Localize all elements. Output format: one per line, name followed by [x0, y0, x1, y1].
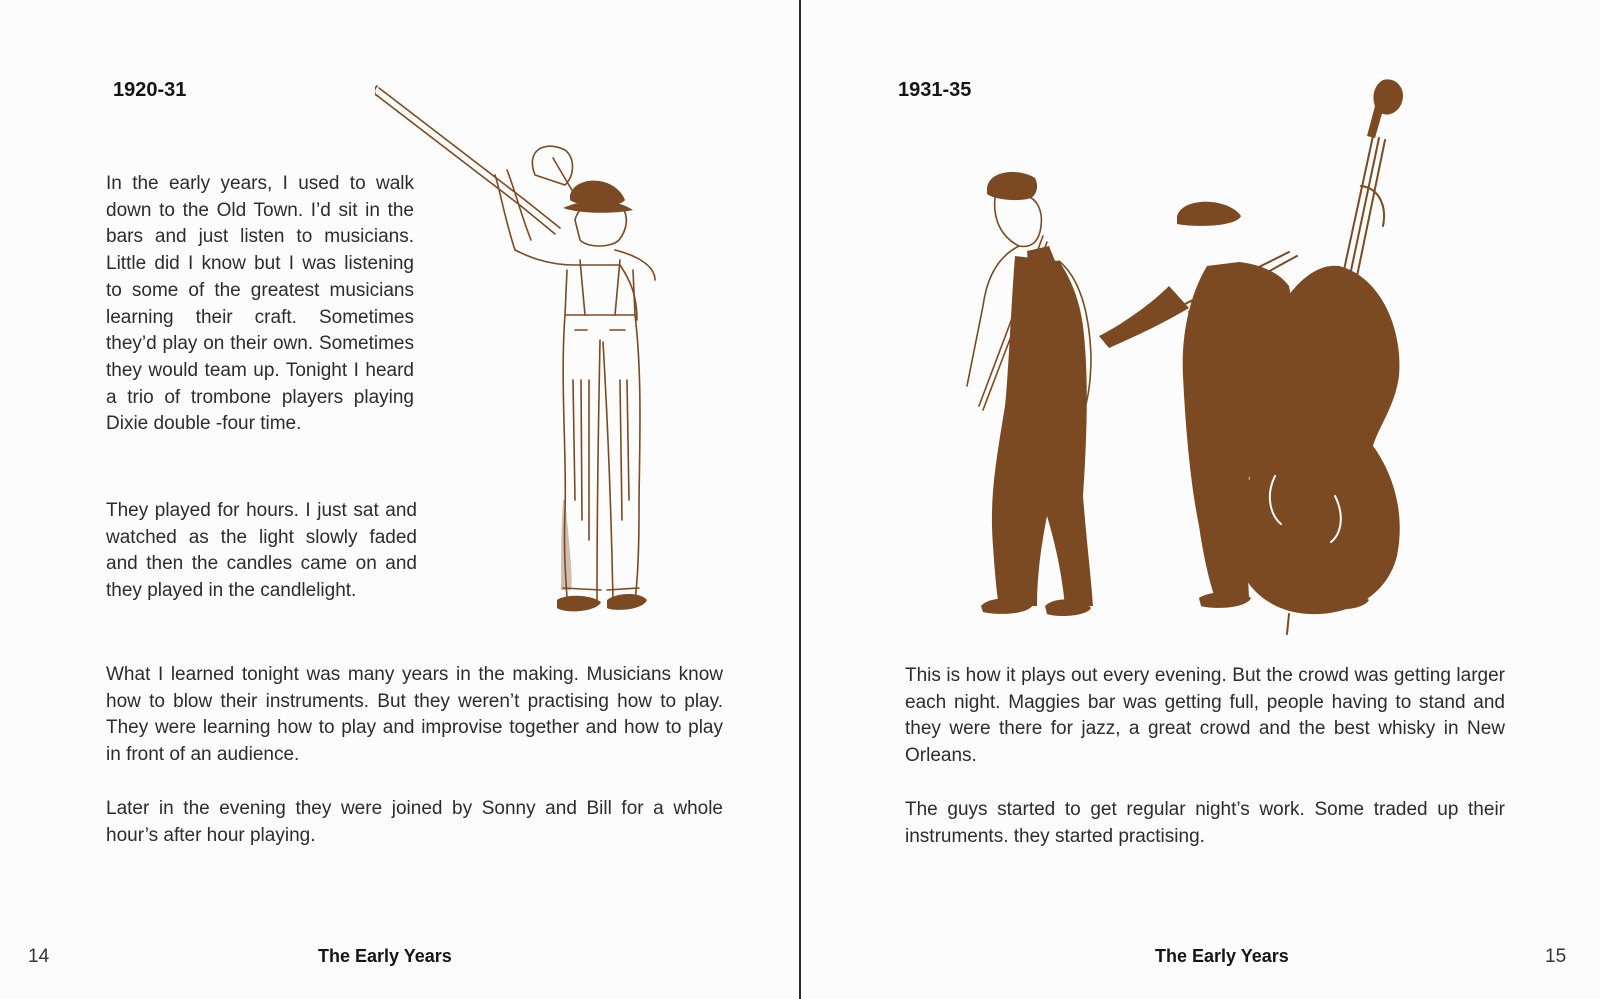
left-paragraph-2: They played for hours. I just sat and watched as the light slowly faded and then the candles came on and they played in the candlelight. [106, 500, 417, 602]
violinist-and-bassist-illustration [959, 76, 1499, 641]
left-paragraph-1: In the early years, I used to walk down to the Old Town. I’d sit in the bars and just listen to musicians. Little did I know but I was listening to some of the greatest musicians learning their craft. Sometimes they’d play on their own. Sometimes they would team up. Tonight I heard a trio of trombone players playing Dixie double -four time. [106, 173, 414, 435]
left-paragraph-3: What I learned tonight was many years in the making. Musicians know how to blow their instruments. But they weren’t practising how to play. They were learning how to play and improvise together and how to play in front of an audience. [106, 664, 723, 766]
left-running-title: The Early Years [318, 946, 452, 966]
right-page-heading: 1931-35 [898, 79, 972, 101]
left-page-number: 14 [28, 946, 50, 967]
trombone-player-illustration [375, 80, 685, 635]
right-paragraph-1: This is how it plays out every evening. But the crowd was getting larger each night. Maggies bar was getting full, people having to stand and they were there for jazz, a great crowd and the best whisky in New Orleans. [905, 665, 1505, 767]
right-paragraph-2: The guys started to get regular night’s work. Some traded up their instruments. they started practising. [905, 799, 1505, 847]
left-page [0, 0, 799, 999]
right-running-title: The Early Years [1155, 946, 1289, 966]
left-page-heading: 1920-31 [113, 79, 187, 101]
left-paragraph-4: Later in the evening they were joined by Sonny and Bill for a whole hour’s after hour playing. [106, 798, 723, 846]
right-page-number: 15 [1545, 946, 1567, 967]
right-page [801, 0, 1600, 999]
